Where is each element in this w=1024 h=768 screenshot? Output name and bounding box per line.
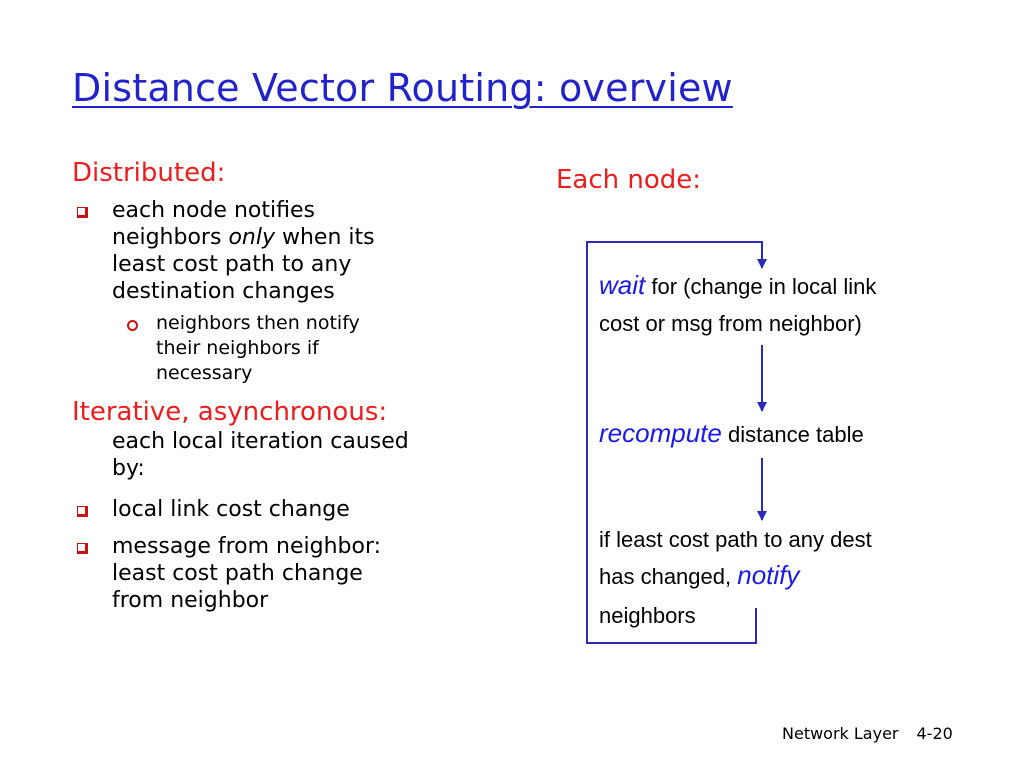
wait-step-line2: cost or msg from neighbor) xyxy=(599,311,862,336)
iterative-heading: Iterative, asynchronous: xyxy=(72,397,388,427)
recompute-step: recompute distance table xyxy=(599,418,864,448)
slide-footer xyxy=(782,724,953,743)
notify-keyword: notify xyxy=(737,560,800,590)
footer-label: Network Layer xyxy=(782,724,899,743)
notify-step-line1: if least cost path to any dest xyxy=(599,527,872,552)
sub-bullet-line: necessary xyxy=(156,362,253,384)
distributed-heading: Distributed: xyxy=(72,158,226,188)
bullet-line: least cost path change xyxy=(112,561,363,586)
each-node-heading: Each node: xyxy=(556,165,702,195)
bullet-line: destination changes xyxy=(112,279,335,304)
sub-bullet-line: neighbors then notify xyxy=(156,312,360,334)
bullet-line: message from neighbor: xyxy=(112,534,382,559)
sub-bullet-line: their neighbors if xyxy=(156,337,319,359)
bullet-line: from neighbor xyxy=(112,588,269,613)
iterative-line: by: xyxy=(112,456,145,481)
bullet-line: least cost path to any xyxy=(112,252,352,277)
bullet-line: local link cost change xyxy=(112,497,350,522)
notify-step-line3: neighbors xyxy=(599,603,696,628)
notify-step-line2: has changed, notify xyxy=(599,560,800,590)
page-number: 4-20 xyxy=(916,724,953,743)
wait-keyword: wait xyxy=(599,270,646,300)
iterative-line: each local iteration caused xyxy=(112,429,409,454)
wait-step: wait for (change in local link xyxy=(599,270,877,300)
slide-title: Distance Vector Routing: overview xyxy=(72,66,733,110)
bullet-line: each node notifies xyxy=(112,198,315,223)
emphasis-only: only xyxy=(228,225,275,250)
bullet-line: neighbors only when its xyxy=(112,225,375,250)
recompute-keyword: recompute xyxy=(599,418,722,448)
